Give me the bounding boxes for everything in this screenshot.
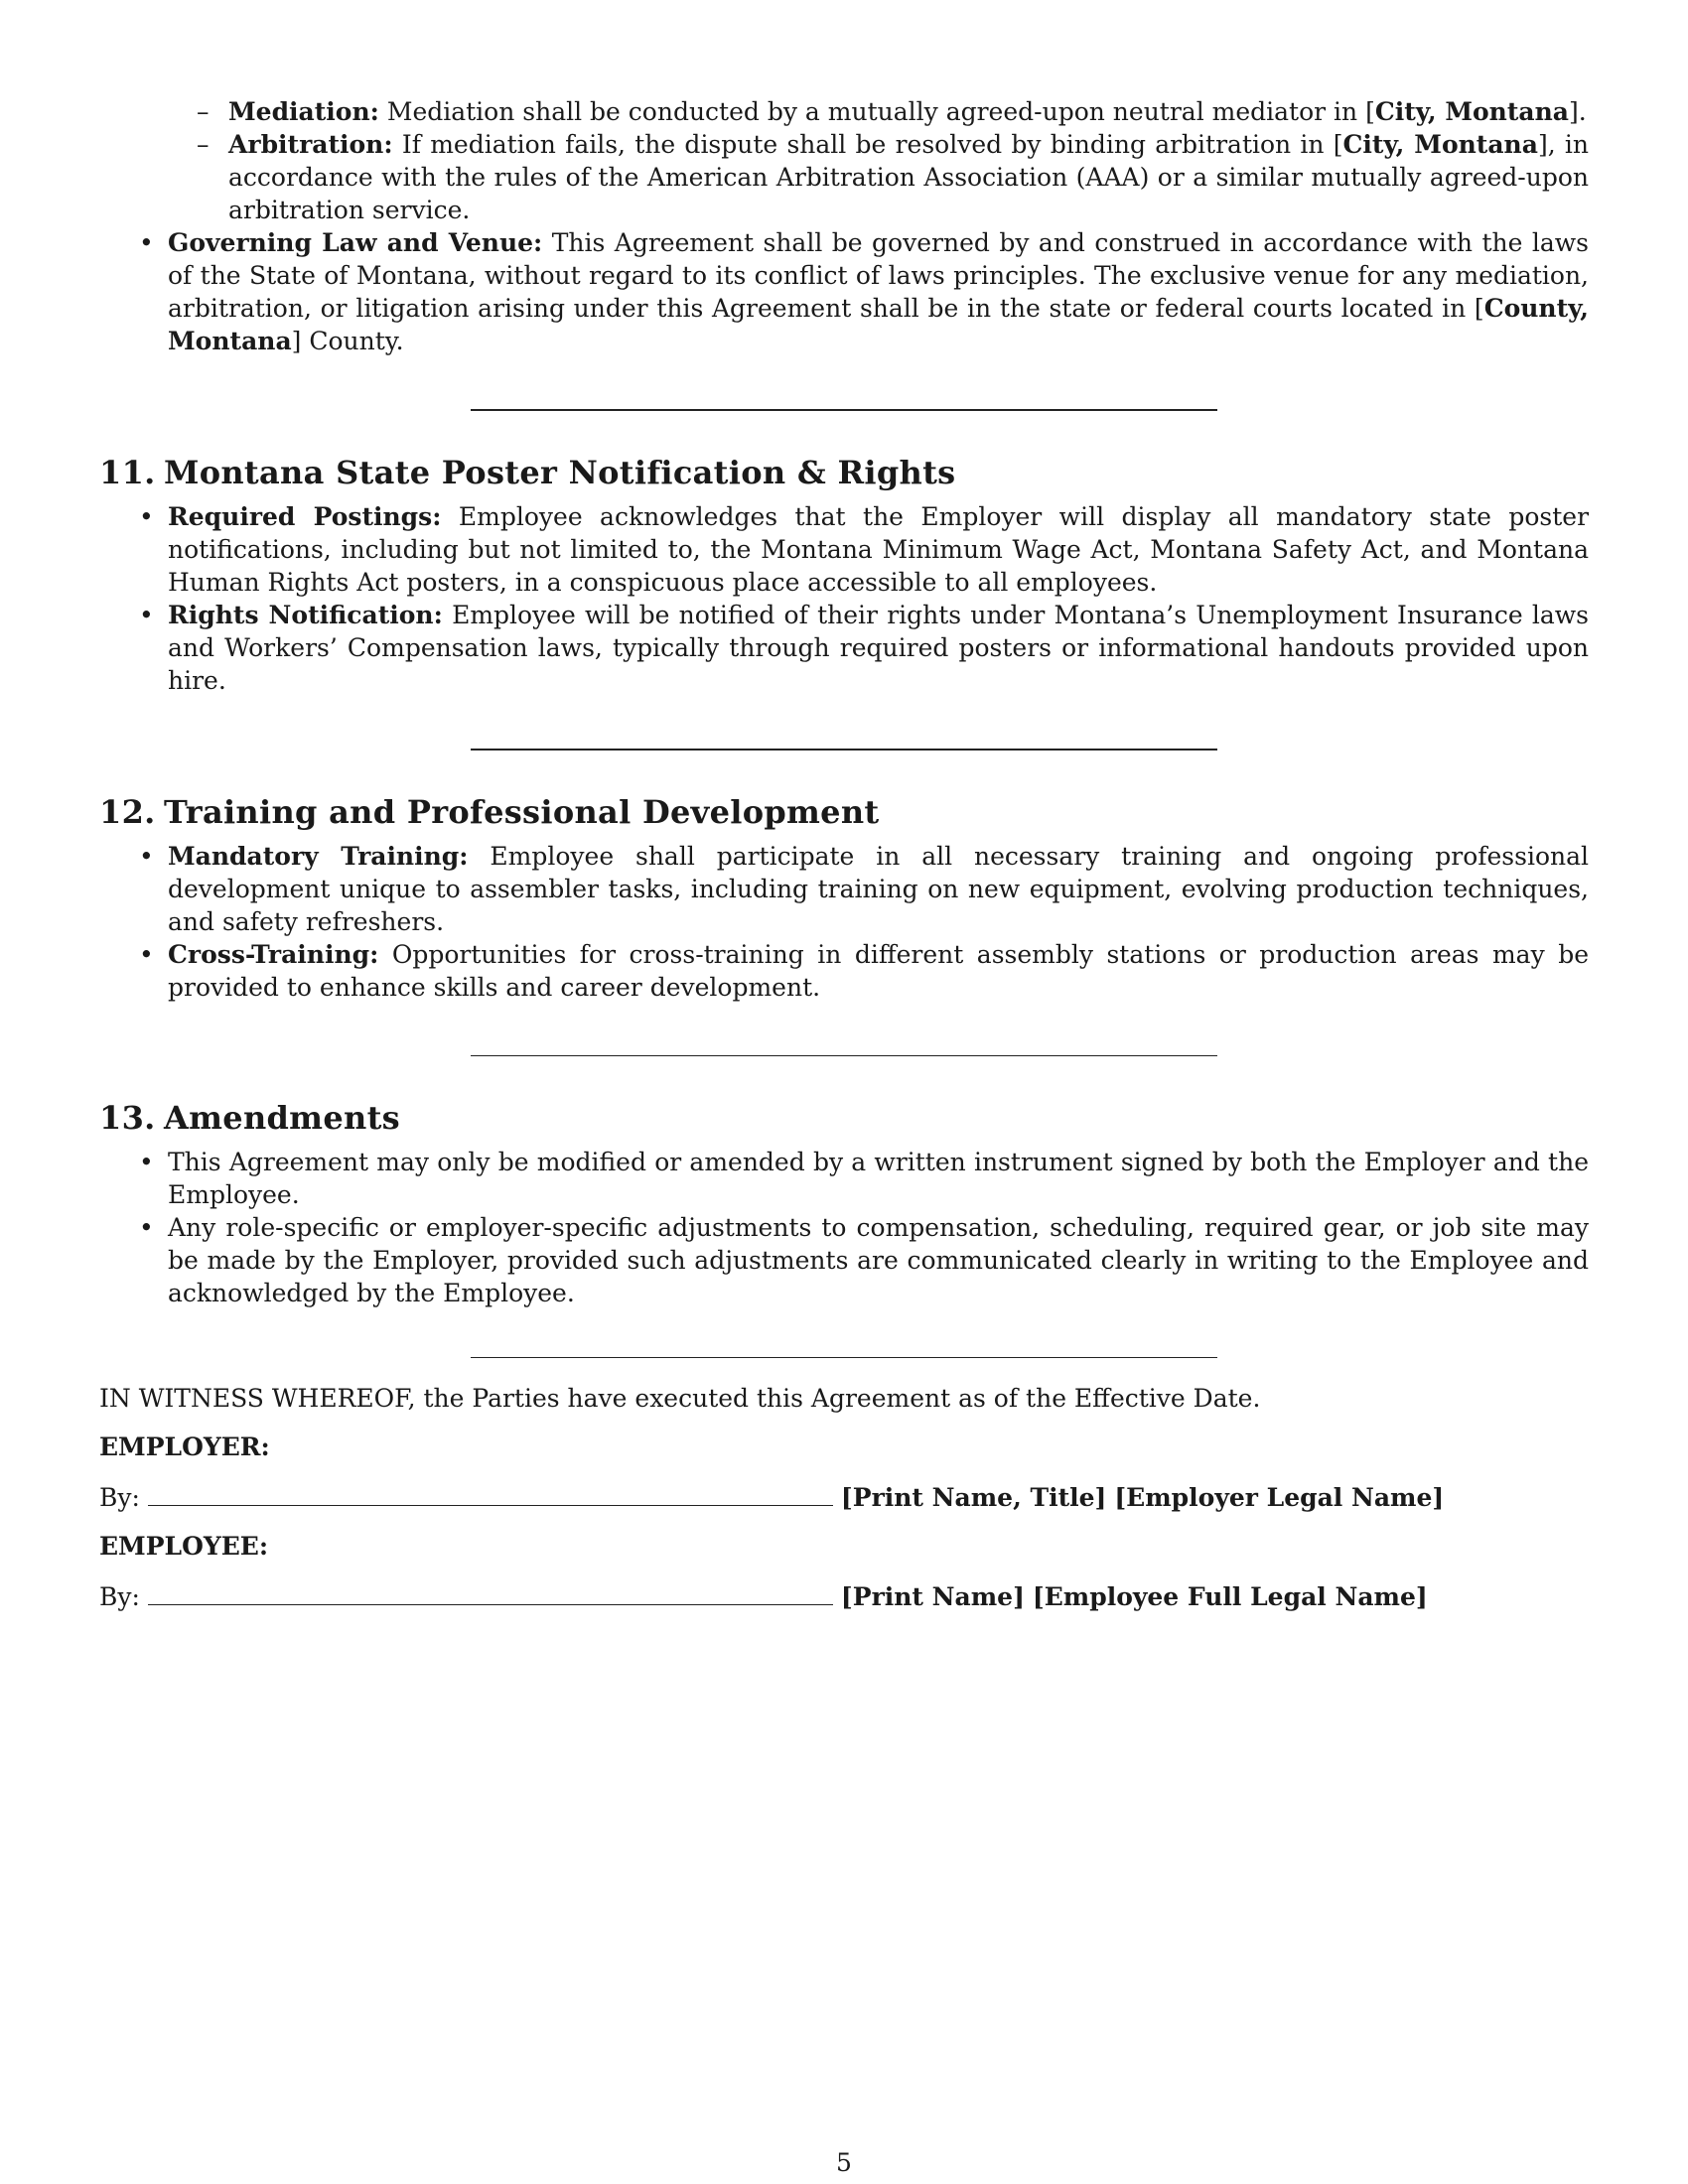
mediation-end: ].	[1568, 97, 1587, 126]
arbitration-end: ], in accordance with the rules of the American Arbitration Association (AAA) or a similar mutually agreed-upon arbitration service.	[228, 130, 1589, 224]
employer-signature-line: By: [Print Name, Title] [Employer Legal Name]	[99, 1479, 1589, 1514]
list-item: • This Agreement may only be modified or amended by a written instrument signed by both the Employer and the Employee.	[99, 1146, 1589, 1211]
employee-signature-field[interactable]	[148, 1578, 833, 1605]
governing-end: ] County.	[291, 327, 404, 355]
list-item: • Rights Notification: Employee will be notified of their rights under Montana’s Unemployment Insurance laws and Workers’ Compensation laws, typically through required posters or informational handouts provided upon hire.	[99, 599, 1589, 697]
arbitration-place: City, Montana	[1342, 130, 1538, 159]
arbitration-label: Arbitration:	[228, 130, 393, 159]
mediation-label: Mediation:	[228, 97, 379, 126]
section-divider	[471, 1055, 1217, 1056]
page-number: 5	[836, 2148, 852, 2177]
list-item: • Any role-specific or employer-specific adjustments to compensation, scheduling, required gear, or job site may be made by the Employer, provided such adjustments are communicated clearly in writing to the Employee and acknowledged by the Employee.	[99, 1211, 1589, 1309]
governing-place: County, Montana	[168, 294, 1589, 355]
witness-statement: IN WITNESS WHEREOF, the Parties have executed this Agreement as of the Effective Date.	[99, 1384, 1261, 1413]
governing-law-item	[99, 226, 1589, 357]
list-item: • Required Postings: Employee acknowledges that the Employer will display all mandatory state poster notifications, including but not limited to, the Montana Minimum Wage Act, Montana Safety Act, and Montana Human Rights Act posters, in a conspicuous place accessible to all employees.	[99, 500, 1589, 599]
arbitration-item	[99, 128, 1589, 226]
employee-heading: EMPLOYEE:	[99, 1532, 269, 1561]
employer-heading: EMPLOYER:	[99, 1433, 270, 1461]
section-12-list	[99, 840, 1589, 1004]
employee-signature-line: By: [Print Name] [Employee Full Legal Name]	[99, 1578, 1589, 1613]
section-divider	[471, 1357, 1217, 1358]
list-item: • Mandatory Training: Employee shall participate in all necessary training and ongoing professional development unique to assembler tasks, including training on new equipment, evolving production techniques, and safety refreshers.	[99, 840, 1589, 938]
list-item: • Cross-Training: Opportunities for cross-training in different assembly stations or production areas may be provided to enhance skills and career development.	[99, 938, 1589, 1004]
section-13-heading: 13. Amendments	[99, 1099, 400, 1137]
section-11-heading: 11. Montana State Poster Notification & Rights	[99, 454, 956, 491]
governing-text: This Agreement shall be governed by and construed in accordance with the laws of the State of Montana, without regard to its conflict of laws principles. The exclusive venue for any mediation, arbitration, or litigation arising under this Agreement shall be in the state or federal courts located in [	[168, 228, 1589, 323]
governing-list	[99, 226, 1589, 357]
dispute-sublist	[99, 95, 1589, 226]
section-11-list	[99, 500, 1589, 697]
section-12-heading: 12. Training and Professional Development	[99, 793, 880, 831]
governing-label: Governing Law and Venue:	[168, 228, 543, 257]
mediation-item	[99, 95, 1589, 128]
section-divider	[471, 749, 1217, 751]
arbitration-text: If mediation fails, the dispute shall be resolved by binding arbitration in [	[401, 130, 1343, 159]
mediation-text: Mediation shall be conducted by a mutually agreed-upon neutral mediator in [	[386, 97, 1375, 126]
document-page	[99, 95, 1589, 1613]
mediation-place: City, Montana	[1374, 97, 1569, 126]
section-13-list	[99, 1146, 1589, 1309]
section-divider	[471, 409, 1217, 411]
employer-signature-field[interactable]	[148, 1479, 833, 1506]
